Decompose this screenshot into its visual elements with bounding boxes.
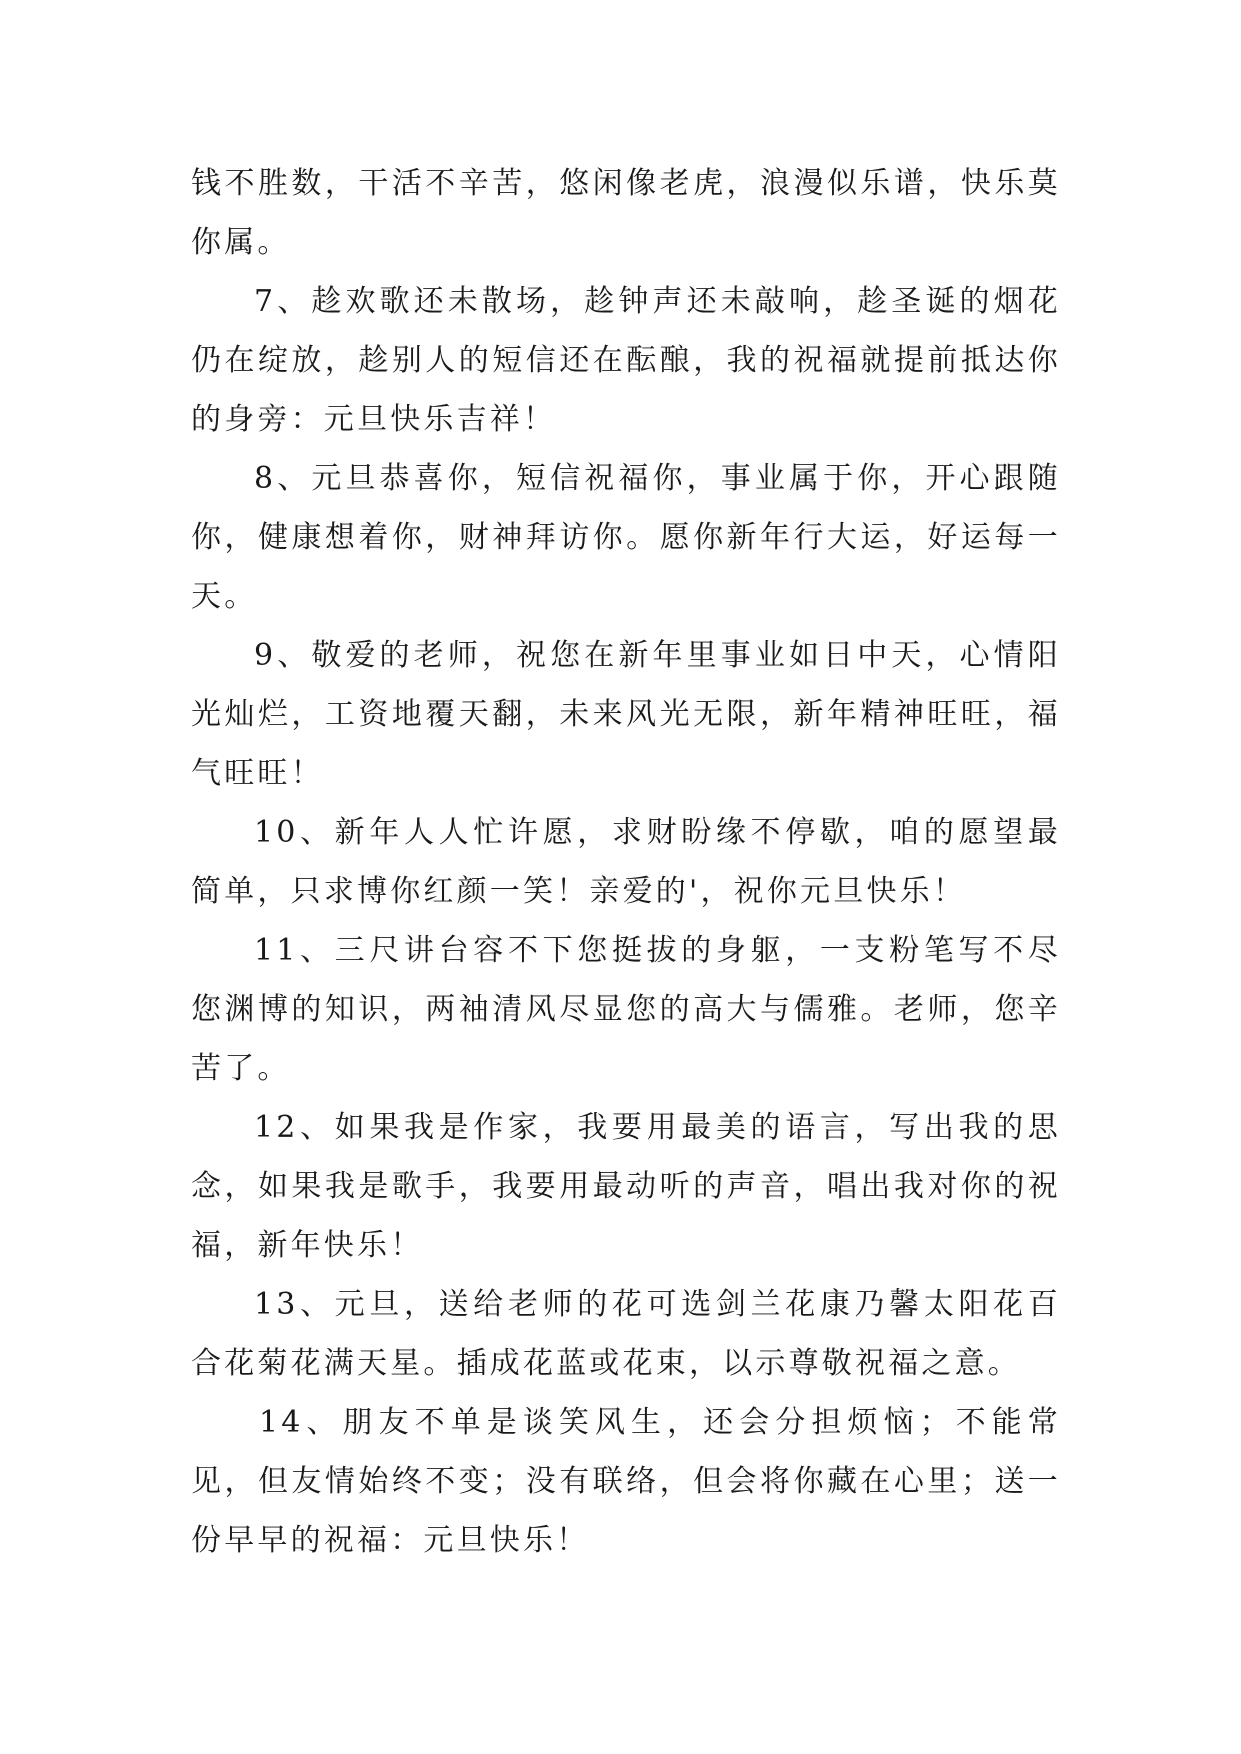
paragraph-item-10: 10、新年人人忙许愿，求财盼缘不停歇，咱的愿望最简单，只求博你红颜一笑！亲爱的'，祝你元旦快乐！ (191, 815, 1061, 909)
paragraph-continuation: 钱不胜数，干活不辛苦，悠闲像老虎，浪漫似乐谱，快乐莫你属。 (191, 166, 1061, 260)
document-body (191, 154, 1061, 1570)
paragraph-item-8: 8、元旦恭喜你，短信祝福你，事业属于你，开心跟随你，健康想着你，财神拜访你。愿你新年行大运，好运每一天。 (191, 461, 1061, 614)
paragraph-item-14: 14、朋友不单是谈笑风生，还会分担烦恼；不能常见，但友情始终不变；没有联络，但会将你藏在心里；送一份早早的祝福：元旦快乐！ (191, 1405, 1061, 1558)
paragraph-item-7: 7、趁欢歌还未散场，趁钟声还未敲响，趁圣诞的烟花仍在绽放，趁别人的短信还在酝酿，我的祝福就提前抵达你的身旁：元旦快乐吉祥！ (191, 284, 1061, 437)
paragraph-item-12: 12、如果我是作家，我要用最美的语言，写出我的思念，如果我是歌手，我要用最动听的声音，唱出我对你的祝福，新年快乐！ (191, 1110, 1061, 1263)
paragraph-item-11: 11、三尺讲台容不下您挺拔的身躯，一支粉笔写不尽您渊博的知识，两袖清风尽显您的高大与儒雅。老师，您辛苦了。 (191, 933, 1061, 1086)
paragraph-item-13: 13、元旦，送给老师的花可选剑兰花康乃馨太阳花百合花菊花满天星。插成花蓝或花束，以示尊敬祝福之意。 (191, 1287, 1061, 1381)
paragraph-item-9: 9、敬爱的老师，祝您在新年里事业如日中天，心情阳光灿烂，工资地覆天翻，未来风光无限，新年精神旺旺，福气旺旺！ (191, 638, 1061, 791)
